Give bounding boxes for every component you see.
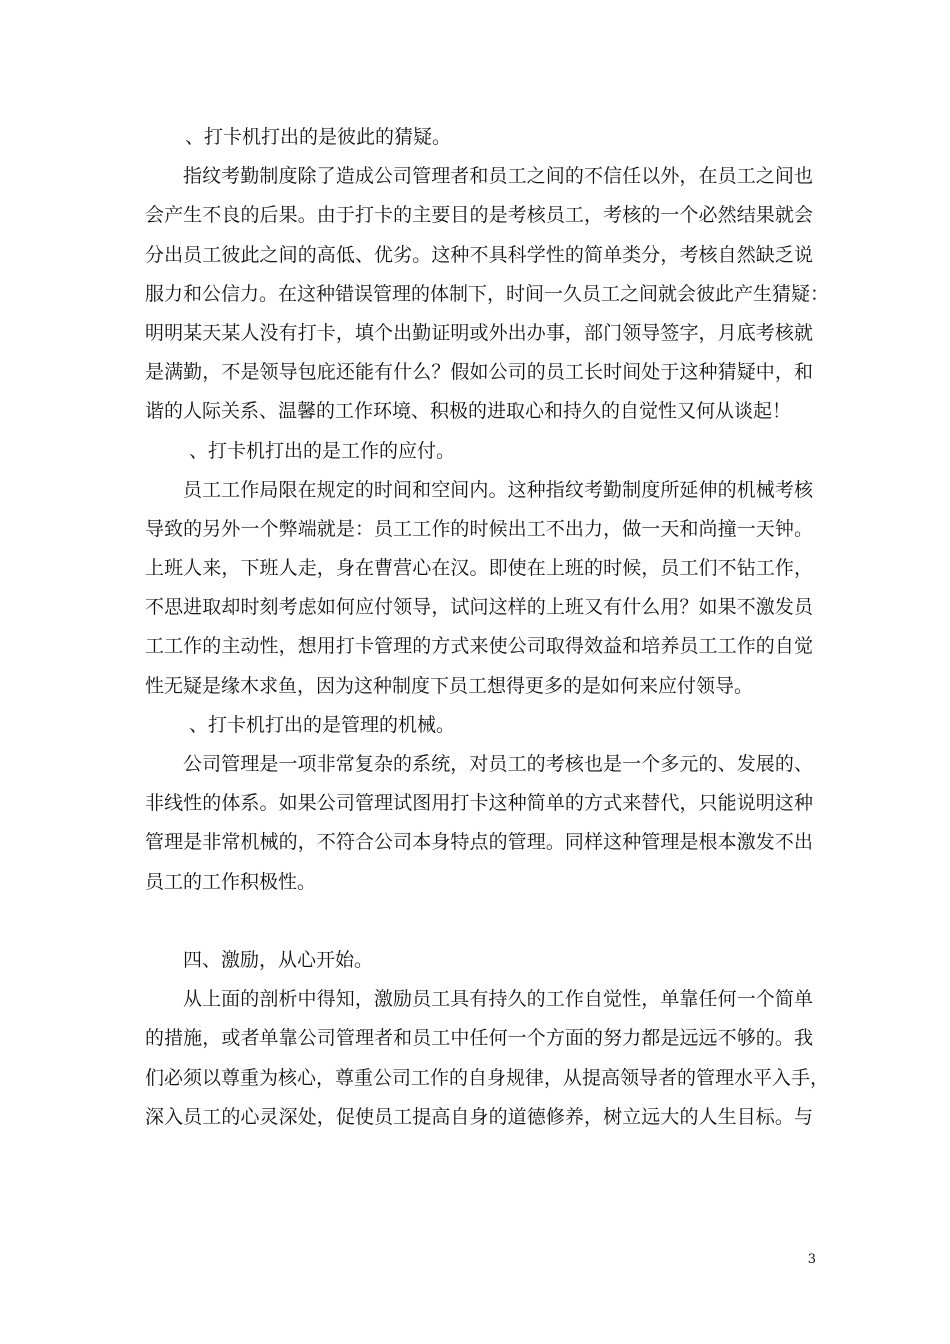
subheading-suspicion: 、打卡机打出的是彼此的猜疑。 bbox=[185, 126, 452, 148]
paragraph-line: 性无疑是缘木求鱼，因为这种制度下员工想得更多的是如何来应付领导。 bbox=[145, 674, 754, 697]
subheading-perfunctory: 、打卡机打出的是工作的应付。 bbox=[189, 439, 456, 462]
subheading-mechanical: 、打卡机打出的是管理的机械。 bbox=[189, 713, 456, 736]
paragraph-line: 谐的人际关系、温馨的工作环境、积极的进取心和持久的自觉性又何从谈起！ bbox=[145, 400, 792, 423]
paragraph-line: 工工作的主动性，想用打卡管理的方式来使公司取得效益和培养员工工作的自觉 bbox=[145, 635, 813, 658]
paragraph-line: 不思进取却时刻考虑如何应付领导，试问这样的上班又有什么用？如果不激发员 bbox=[145, 596, 813, 619]
page-number: 3 bbox=[807, 1252, 816, 1267]
paragraph-line: 分出员工彼此之间的高低、优劣。这种不具科学性的简单类分，考核自然缺乏说 bbox=[145, 243, 813, 266]
paragraph-line: 会产生不良的后果。由于打卡的主要目的是考核员工，考核的一个必然结果就会 bbox=[145, 204, 813, 227]
paragraph-line: 明明某天某人没有打卡，填个出勤证明或外出办事，部门领导签字，月底考核就 bbox=[145, 321, 813, 344]
page-body bbox=[145, 118, 830, 1137]
paragraph-line: 公司管理是一项非常复杂的系统，对员工的考核也是一个多元的、发展的、 bbox=[183, 753, 813, 775]
paragraph-line: 上班人来，下班人走，身在曹营心在汉。即使在上班的时候，员工们不钻工作， bbox=[145, 557, 813, 580]
paragraph-line: 服力和公信力。在这种错误管理的体制下，时间一久员工之间就会彼此产生猜疑： bbox=[145, 282, 830, 305]
paragraph-line: 从上面的剖析中得知，激励员工具有持久的工作自觉性，单靠任何一个简单 bbox=[183, 988, 813, 1011]
paragraph-line: 员工工作局限在规定的时间和空间内。这种指纹考勤制度所延伸的机械考核 bbox=[183, 478, 813, 501]
paragraph-line: 非线性的体系。如果公司管理试图用打卡这种简单的方式来替代，只能说明这种 bbox=[145, 792, 813, 815]
paragraph-line: 深入员工的心灵深处，促使员工提高自身的道德修养，树立远大的人生目标。与 bbox=[145, 1105, 813, 1128]
blank-line bbox=[145, 902, 813, 941]
paragraph-line: 员工的工作积极性。 bbox=[145, 870, 317, 893]
paragraph-line: 管理是非常机械的，不符合公司本身特点的管理。同样这种管理是根本激发不出 bbox=[145, 831, 813, 854]
paragraph-line: 们必须以尊重为核心，尊重公司工作的自身规律，从提高领导者的管理水平入手， bbox=[145, 1066, 830, 1089]
section-heading-four: 四、激励，从心开始。 bbox=[183, 948, 374, 971]
paragraph-line: 指纹考勤制度除了造成公司管理者和员工之间的不信任以外，在员工之间也 bbox=[183, 165, 813, 188]
paragraph-line: 导致的另外一个弊端就是：员工工作的时候出工不出力，做一天和尚撞一天钟。 bbox=[145, 517, 813, 540]
paragraph-line: 的措施，或者单靠公司管理者和员工中任何一个方面的努力都是远远不够的。我 bbox=[145, 1027, 813, 1050]
paragraph-line: 是满勤，不是领导包庇还能有什么？假如公司的员工长时间处于这种猜疑中，和 bbox=[145, 361, 813, 384]
